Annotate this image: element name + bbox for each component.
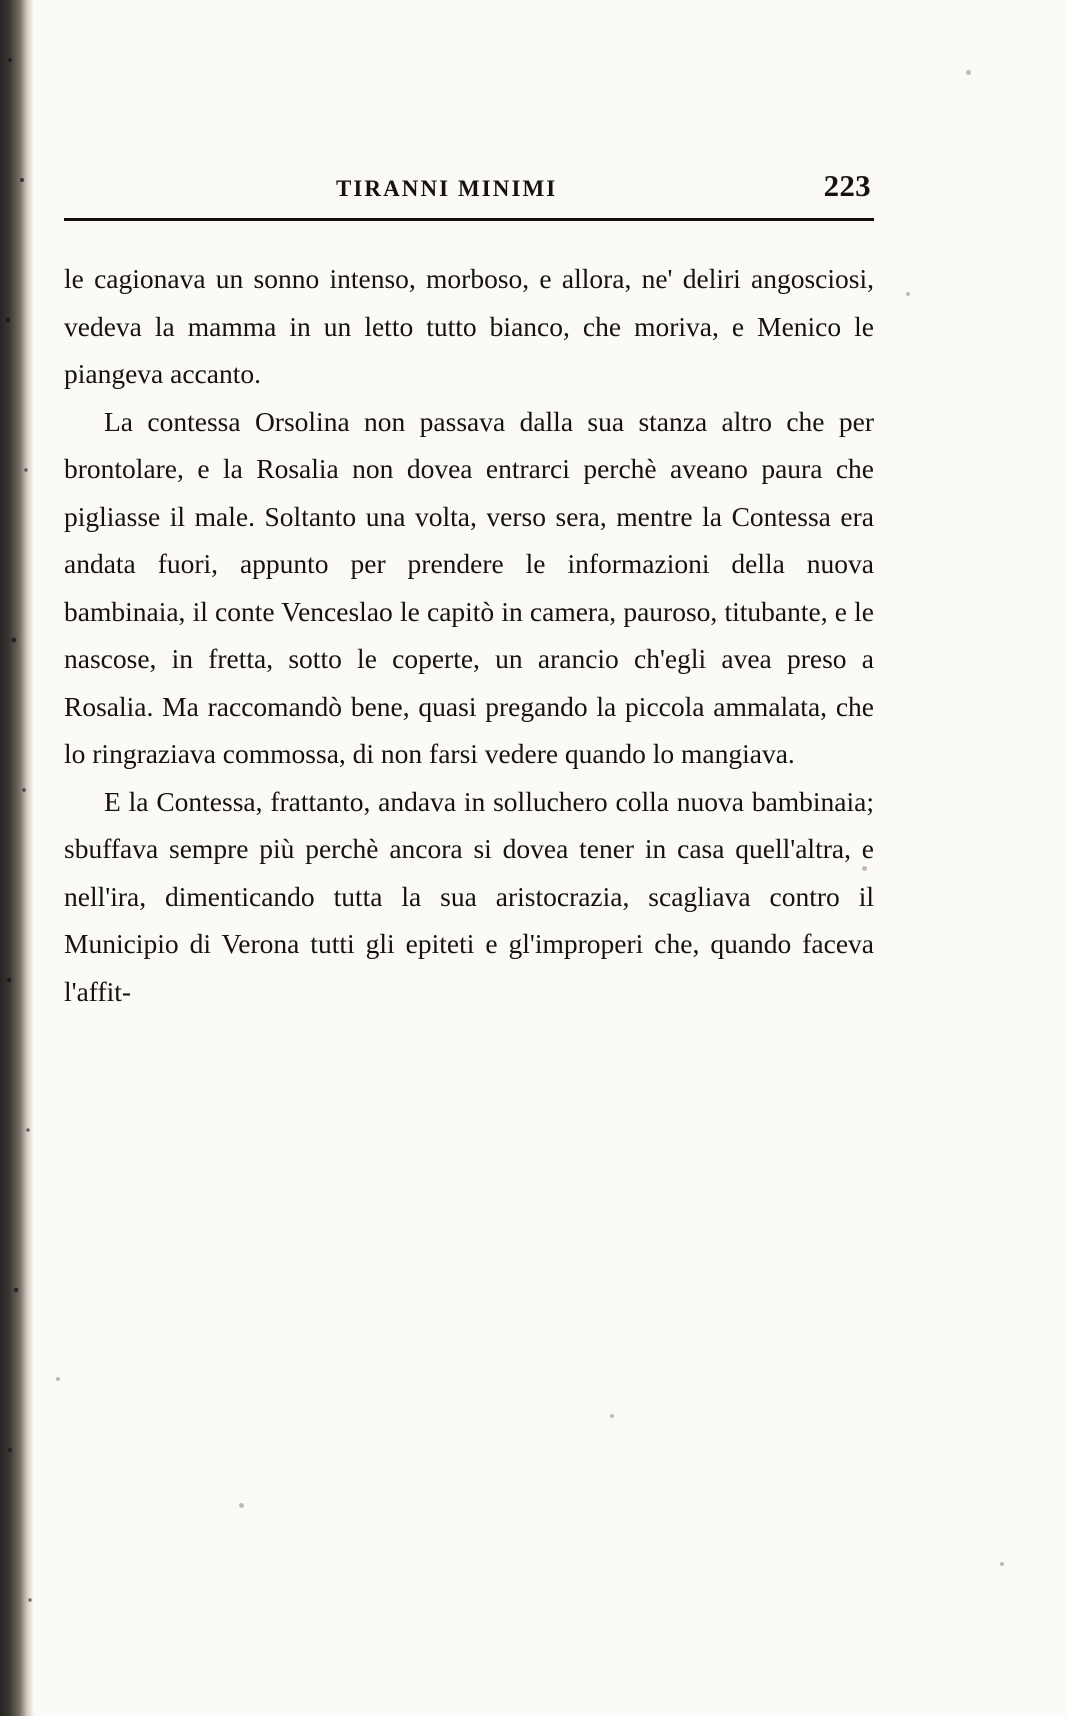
binding-gutter-shadow — [0, 0, 34, 1716]
paragraph: La contessa Orsolina non passava dalla sua stanza altro che per brontolare, e la Rosalia non dovea entrarci perchè aveano paura che pigliasse il male. Soltanto una volta, verso sera, mentre la Contessa era andata fuori, appunto per prendere le informazioni della nuova bambinaia, il conte Venceslao le capitò in camera, pauroso, titubante, e le nascose, in fretta, sotto le coperte, un arancio ch'egli avea preso a Rosalia. Ma raccomandò bene, quasi pregando la piccola ammalata, che lo ringraziava commossa, di non farsi vedere quando lo mangiava. — [64, 405, 874, 769]
body-text — [64, 255, 874, 1015]
scan-speck — [906, 292, 910, 296]
paragraph: le cagionava un sonno intenso, morboso, e allora, ne' deliri angosciosi, vedeva la mamma in un letto tutto bianco, che moriva, e Menico le piangeva accanto. — [64, 263, 874, 389]
header-rule — [64, 218, 874, 221]
scan-speck — [610, 1414, 614, 1418]
scan-speck — [239, 1503, 244, 1508]
scan-speck — [1000, 1562, 1004, 1566]
running-head-title: TIRANNI MINIMI — [336, 176, 558, 201]
paragraph: E la Contessa, frattanto, andava in solluchero colla nuova bambinaia; sbuffava sempre più perchè ancora si dovea tener in casa quell'altra, e nell'ira, dimenticando tutta la sua aristocrazia, scagliava contro il Municipio di Verona tutti gli epiteti e gl'improperi che, quando faceva l'affit- — [64, 785, 874, 1007]
page-content — [64, 168, 874, 1015]
scan-speck — [966, 70, 971, 75]
page-number: 223 — [823, 168, 871, 203]
scan-speck — [56, 1377, 60, 1381]
running-header — [64, 168, 874, 204]
